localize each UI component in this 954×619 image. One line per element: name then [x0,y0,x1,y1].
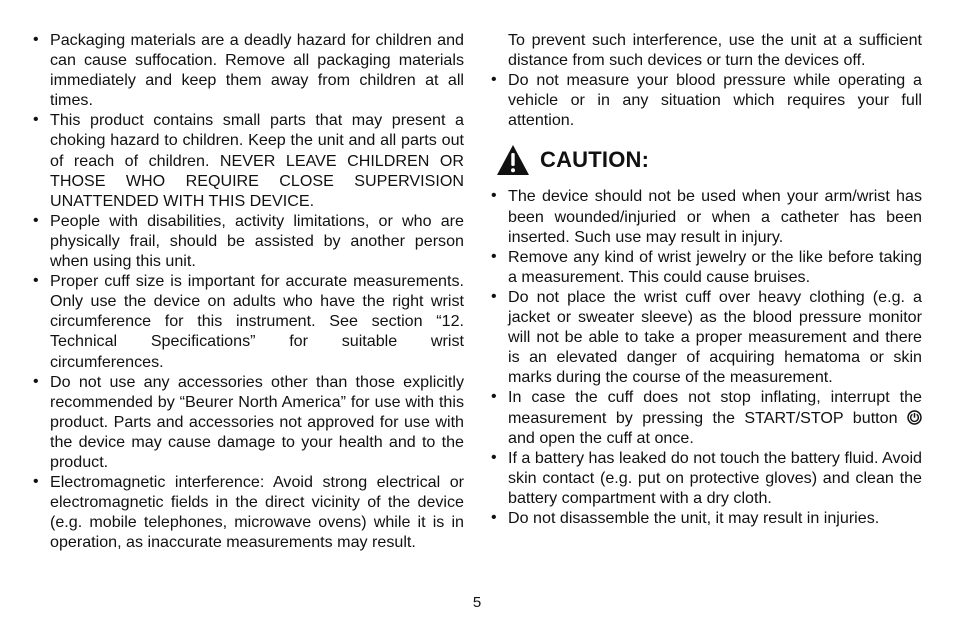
caution-title: CAUTION: [540,147,650,173]
list-item: • Do not use any accessories other than those explicitly recommended by “Beurer North America” for use with this product. Parts and accessories not approved for use with the device may cause damage to your health and to the product. [32,372,464,472]
list-item: • People with disabilities, activity limitations, or who are physically frail, should be assisted by another person when using this unit. [32,211,464,271]
list-item-continuation: To prevent such interference, use the unit at a sufficient distance from such devices or turn the devices off. [508,31,922,70]
list-item: • Packaging materials are a deadly hazard for children and can cause suffocation. Remove all packaging materials immediately and keep them away from children at all times. [32,30,464,110]
warning-triangle-icon [496,144,530,176]
list-item: • Do not place the wrist cuff over heavy clothing (e.g. a jacket or sweater sleeve) as the blood pressure monitor will not be able to take a proper measurement and there is an elevated danger of acquiring hematoma or skin marks during the course of the measurement. [490,287,922,387]
page-number: 5 [472,594,482,611]
startstop-text-after: and open the cuff at once. [508,428,694,447]
list-item: • If a battery has leaked do not touch the battery fluid. Avoid skin contact (e.g. put on protective gloves) and clean the battery compartment with a dry cloth. [490,448,922,508]
list-item: • Do not disassemble the unit, it may result in injuries. [490,508,922,528]
list-item: • Proper cuff size is important for accurate measurements. Only use the device on adults who have the right wrist circumference for this instrument. See section “12. Technical Specifications” for suitable wrist circumferences. [32,271,464,371]
list-item: • This product contains small parts that may present a choking hazard to children. Keep the unit and all parts out of reach of children. NEVER LEAVE CHILDREN OR THOSE WHO REQUIRE CLOSE SUPERVISION UNATTENDED WITH THIS DEVICE. [32,110,464,210]
list-item-startstop [490,387,922,447]
safety-list [32,30,464,552]
caution-heading [490,144,922,176]
left-column [32,30,464,552]
caution-list [490,186,922,528]
list-item: • Do not measure your blood pressure while operating a vehicle or in any situation which requires your full attention. [490,70,922,130]
startstop-text-before: In case the cuff does not stop inflating, interrupt the measurement by pressing the START/STOP button [508,388,922,427]
safety-list-continued [490,70,922,130]
list-item: • Electromagnetic interference: Avoid strong electrical or electromagnetic fields in the direct vicinity of the device (e.g. mobile telephones, microwave ovens) while it is in operation, as inaccurate measurements may result. [32,472,464,552]
right-column [490,30,922,528]
list-item: • The device should not be used when your arm/wrist has been wounded/injuried or when a catheter has been inserted. Such use may result in injury. [490,186,922,246]
power-button-icon [907,410,922,425]
list-item: • Remove any kind of wrist jewelry or the like before taking a measurement. This could cause bruises. [490,247,922,287]
